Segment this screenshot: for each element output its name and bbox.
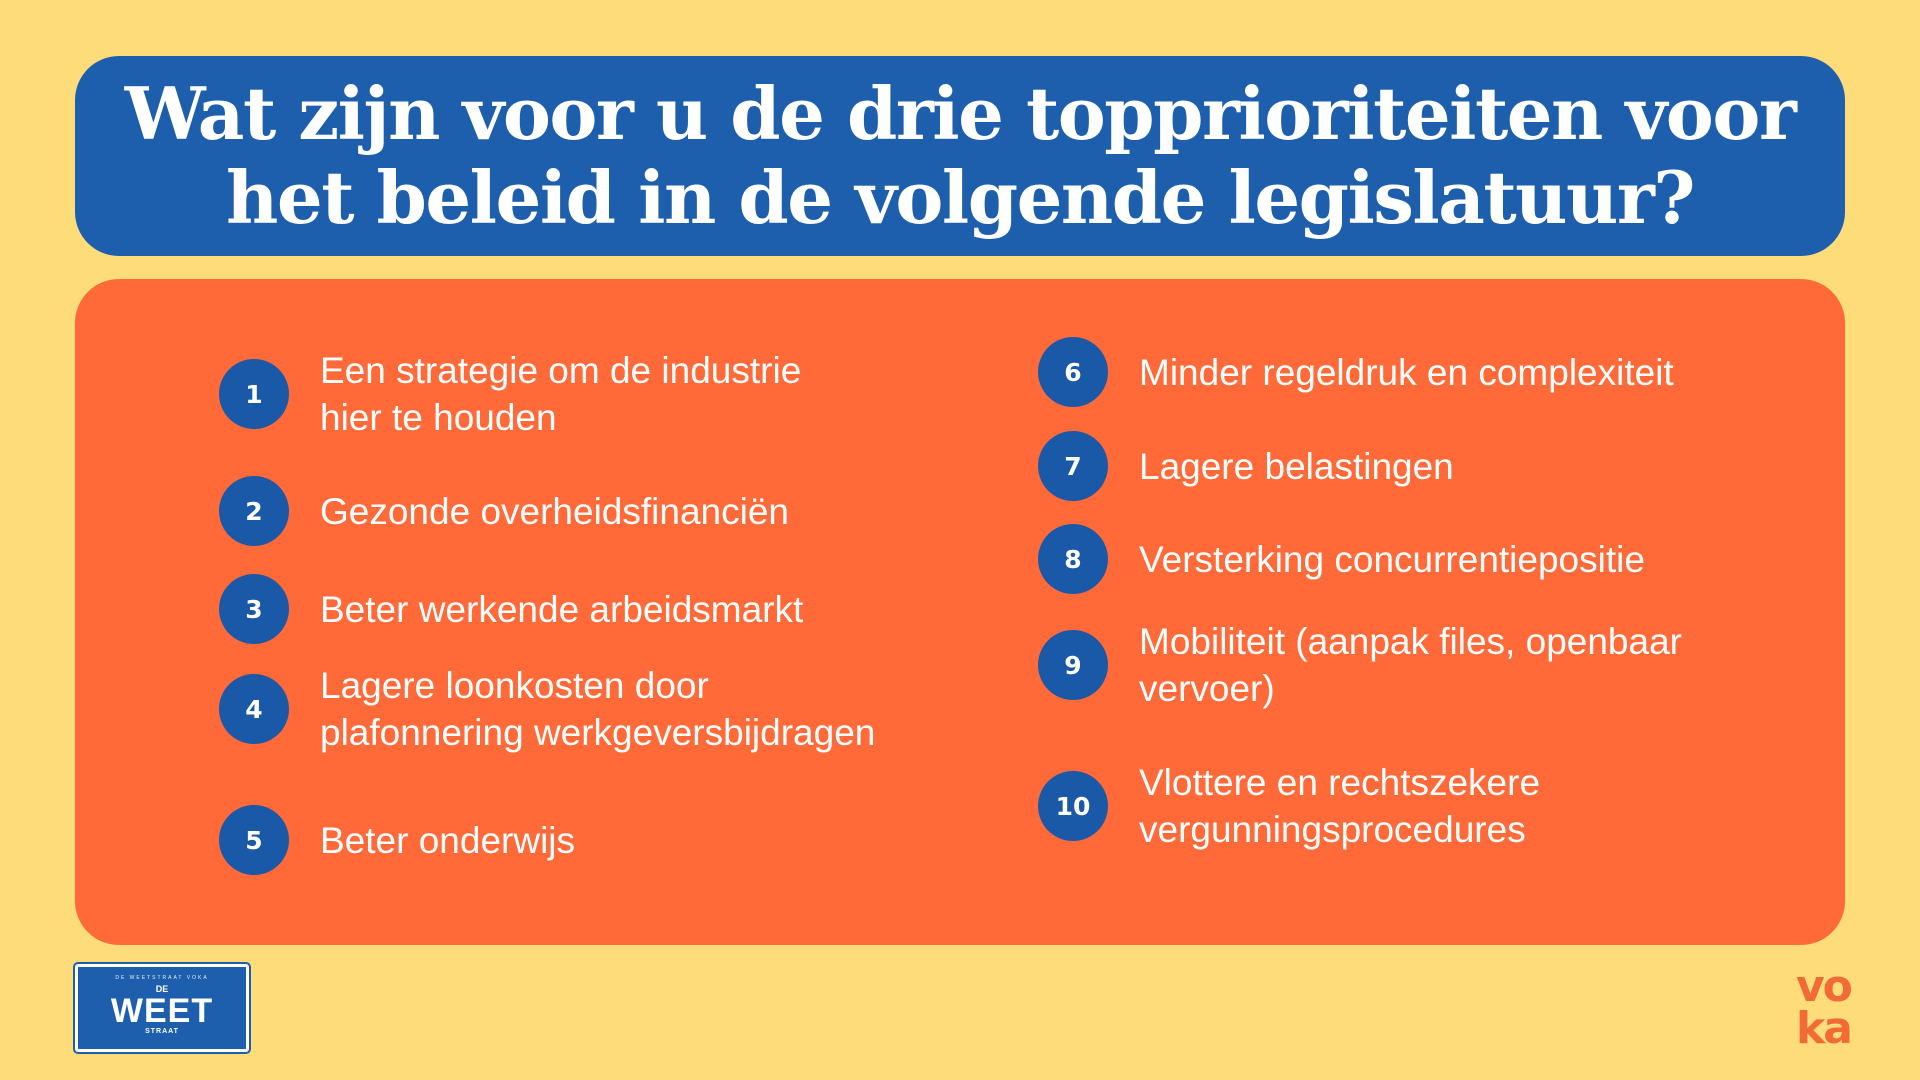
priority-label: Mobiliteit (aanpak files, openbaar vervoer) <box>1139 621 1682 709</box>
voka-logo-line-1: vo <box>1796 961 1851 1012</box>
title-line-1: Wat zijn voor u de drie topprioriteiten voor <box>124 71 1796 156</box>
priority-number-badge: 3 <box>219 574 289 644</box>
priority-number-badge: 6 <box>1038 337 1108 407</box>
priorities-panel <box>75 279 1845 945</box>
title-line-2: het beleid in de volgende legislatuur? <box>226 155 1694 240</box>
sign-de-text: DE <box>155 984 169 994</box>
priority-label: Gezonde overheidsfinanciën <box>320 490 789 532</box>
title-banner <box>75 56 1845 256</box>
sign-main-text: WEET <box>110 992 214 1030</box>
priority-label: Lagere belastingen <box>1139 445 1454 487</box>
priority-number-badge: 4 <box>219 674 289 744</box>
priority-number-badge: 10 <box>1038 771 1108 841</box>
priority-item-6 <box>1038 337 1674 407</box>
voka-logo <box>1796 961 1851 1054</box>
priority-number-badge: 2 <box>219 476 289 546</box>
voka-logo-line-2: ka <box>1796 1003 1851 1054</box>
priority-number-badge: 8 <box>1038 524 1108 594</box>
priority-item-3 <box>219 574 803 644</box>
priority-number-badge: 7 <box>1038 431 1108 501</box>
priority-item-8 <box>1038 524 1645 594</box>
priority-label: Vlottere en rechtszekere vergunningsprocedures <box>1139 762 1541 850</box>
priority-item-4 <box>219 662 875 756</box>
priority-label: Beter onderwijs <box>320 819 576 861</box>
priority-number-badge: 5 <box>219 805 289 875</box>
sign-top-text: DE WEETSTRAAT VOKA <box>115 975 209 981</box>
priority-number-badge: 9 <box>1038 630 1108 700</box>
priority-item-10 <box>1038 759 1540 853</box>
priority-label: Beter werkende arbeidsmarkt <box>320 588 804 630</box>
priority-item-9 <box>1038 618 1682 712</box>
priority-item-5 <box>219 805 575 875</box>
priority-label: Versterking concurrentiepositie <box>1139 538 1645 580</box>
priority-label: Een strategie om de industrie hier te houden <box>320 350 802 438</box>
weetstraat-logo <box>75 964 249 1052</box>
priority-item-7 <box>1038 431 1454 501</box>
priority-label: Lagere loonkosten door plafonnering werkgeversbijdragen <box>320 665 876 753</box>
sign-bottom-text: STRAAT <box>145 1028 179 1035</box>
priority-item-1 <box>219 347 801 441</box>
priority-number-badge: 1 <box>219 359 289 429</box>
priority-item-2 <box>219 476 789 546</box>
priority-label: Minder regeldruk en complexiteit <box>1139 351 1674 393</box>
